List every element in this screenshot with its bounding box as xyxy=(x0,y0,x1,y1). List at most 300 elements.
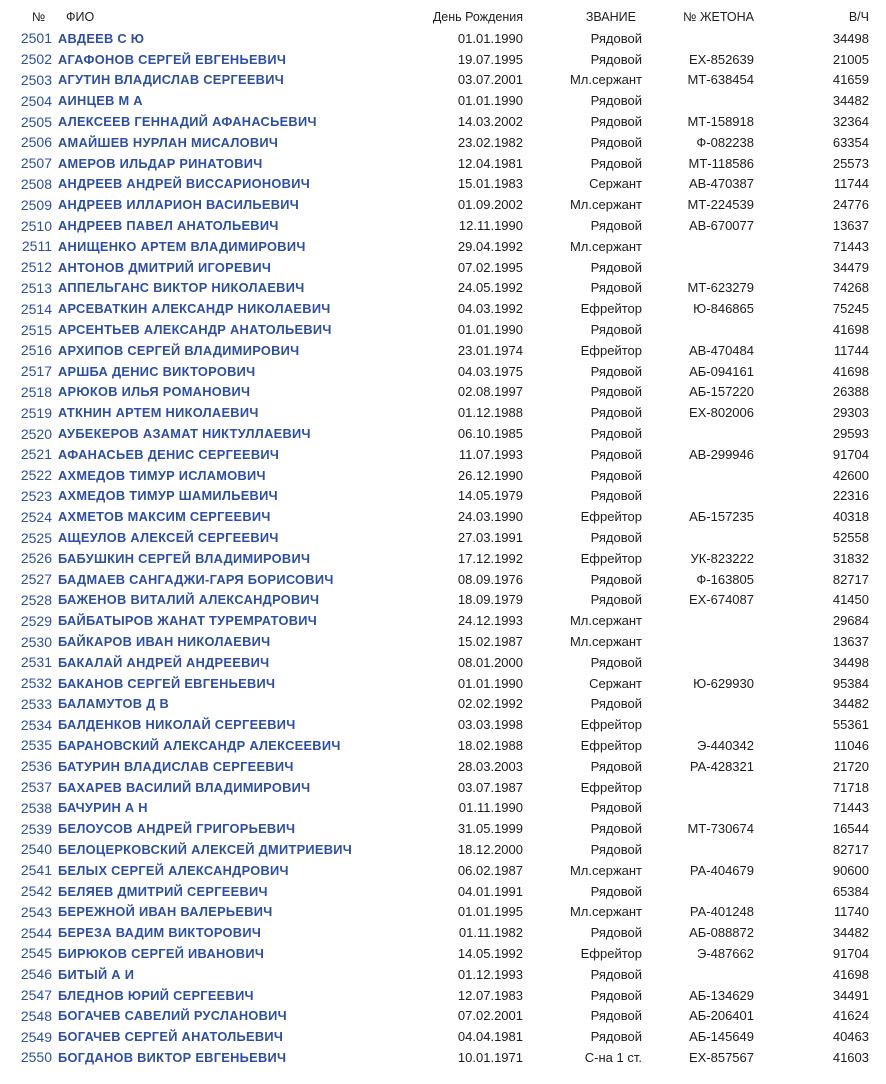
row-birth: 01.01.1995 xyxy=(457,904,523,920)
row-rank: Мл.сержант xyxy=(569,862,642,878)
row-num: 2517 xyxy=(20,363,52,380)
row-unit: 11740 xyxy=(833,904,869,920)
row-token: Ю-629930 xyxy=(693,675,754,691)
row-unit: 41624 xyxy=(832,1008,869,1024)
row-token: МТ-158918 xyxy=(687,114,754,130)
row-token: РА-401248 xyxy=(689,904,754,920)
row-num: 2529 xyxy=(20,612,52,629)
row-birth: 06.10.1985 xyxy=(457,426,523,442)
row-fio: БЕЛОУСОВ АНДРЕЙ ГРИГОРЬЕВИЧ xyxy=(58,821,296,837)
row-token: Ю-846865 xyxy=(693,301,754,317)
row-unit: 71443 xyxy=(832,800,869,816)
table-row xyxy=(0,340,886,361)
row-fio: АМЕРОВ ИЛЬДАР РИНАТОВИЧ xyxy=(58,155,263,171)
row-token: МТ-118586 xyxy=(688,155,754,171)
row-num: 2539 xyxy=(20,820,52,837)
row-unit: 71718 xyxy=(832,779,869,795)
row-token: РА-428321 xyxy=(689,758,754,774)
row-num: 2525 xyxy=(20,529,52,546)
row-unit: 82717 xyxy=(832,841,869,857)
header-fio: ФИО xyxy=(66,10,95,24)
table-row xyxy=(0,860,886,881)
table-row xyxy=(0,652,886,673)
row-rank: Мл.сержант xyxy=(569,904,642,920)
table-row xyxy=(0,881,886,902)
row-unit: 55361 xyxy=(832,717,869,733)
table-row xyxy=(0,839,886,860)
table-row xyxy=(0,964,886,985)
row-fio: АНТОНОВ ДМИТРИЙ ИГОРЕВИЧ xyxy=(58,259,272,275)
table-row xyxy=(0,714,886,735)
row-fio: БАЙКАРОВ ИВАН НИКОЛАЕВИЧ xyxy=(58,634,271,649)
row-unit: 34479 xyxy=(832,259,869,275)
row-birth: 04.01.1991 xyxy=(457,883,523,899)
row-fio: АРЮКОВ ИЛЬЯ РОМАНОВИЧ xyxy=(58,384,251,400)
row-num: 2546 xyxy=(20,966,52,983)
table-row xyxy=(0,694,886,715)
table-row xyxy=(0,465,886,486)
row-unit: 11046 xyxy=(833,737,869,753)
row-num: 2531 xyxy=(20,654,52,671)
row-rank: Рядовой xyxy=(590,758,642,774)
row-unit: 65384 xyxy=(832,883,869,899)
row-birth: 19.07.1995 xyxy=(457,51,523,67)
row-fio: АГУТИН ВЛАДИСЛАВ СЕРГЕЕВИЧ xyxy=(58,72,285,88)
row-birth: 27.03.1991 xyxy=(457,530,523,546)
table-row xyxy=(0,569,886,590)
row-num: 2524 xyxy=(20,508,52,525)
row-num: 2530 xyxy=(20,633,52,650)
row-rank: Рядовой xyxy=(590,883,642,899)
row-fio: БОГАЧЕВ САВЕЛИЙ РУСЛАНОВИЧ xyxy=(58,1008,287,1024)
row-rank: Мл.сержант xyxy=(569,238,642,254)
row-unit: 74268 xyxy=(832,280,869,296)
row-num: 2543 xyxy=(20,903,52,920)
row-num: 2540 xyxy=(20,841,52,858)
row-fio: АТКНИН АРТЕМ НИКОЛАЕВИЧ xyxy=(58,405,259,421)
row-unit: 34482 xyxy=(832,93,869,109)
table-row xyxy=(0,423,886,444)
row-birth: 26.12.1990 xyxy=(457,467,523,483)
row-unit: 34482 xyxy=(832,696,869,712)
row-num: 2544 xyxy=(20,924,52,941)
row-token: Ф-082238 xyxy=(696,134,754,150)
row-fio: БОГАЧЕВ СЕРГЕЙ АНАТОЛЬЕВИЧ xyxy=(58,1029,284,1045)
row-fio: БАХАРЕВ ВАСИЛИЙ ВЛАДИМИРОВИЧ xyxy=(58,779,311,795)
row-fio: БИТЫЙ А И xyxy=(58,966,135,982)
row-unit: 82717 xyxy=(832,571,869,587)
row-rank: Рядовой xyxy=(590,821,642,837)
row-birth: 08.09.1976 xyxy=(457,571,523,587)
table-body xyxy=(0,28,886,1068)
row-token: Э-487662 xyxy=(696,945,754,961)
row-fio: БАЧУРИН А Н xyxy=(58,800,148,816)
table-row xyxy=(0,486,886,507)
row-birth: 06.02.1987 xyxy=(457,862,523,878)
row-num: 2538 xyxy=(20,799,52,816)
row-rank: Ефрейтор xyxy=(580,509,642,525)
row-token: АБ-157235 xyxy=(689,509,754,525)
row-unit: 34491 xyxy=(832,987,869,1003)
row-rank: Рядовой xyxy=(590,426,642,442)
row-birth: 01.01.1990 xyxy=(457,30,523,46)
row-rank: Рядовой xyxy=(590,363,642,379)
row-unit: 34498 xyxy=(832,30,869,46)
row-fio: БАЛДЕНКОВ НИКОЛАЙ СЕРГЕЕВИЧ xyxy=(58,717,296,733)
row-unit: 71443 xyxy=(832,238,869,254)
row-rank: Ефрейтор xyxy=(580,737,642,753)
row-token: Ф-163805 xyxy=(696,571,754,587)
table-row xyxy=(0,922,886,943)
row-fio: АППЕЛЬГАНС ВИКТОР НИКОЛАЕВИЧ xyxy=(58,280,305,296)
row-birth: 10.01.1971 xyxy=(457,1049,523,1065)
row-num: 2513 xyxy=(20,279,52,296)
row-rank: Ефрейтор xyxy=(580,550,642,566)
row-birth: 08.01.2000 xyxy=(457,654,523,670)
row-unit: 40463 xyxy=(832,1029,869,1045)
row-rank: Ефрейтор xyxy=(580,779,642,795)
row-birth: 02.02.1992 xyxy=(457,696,523,712)
row-rank: Рядовой xyxy=(590,841,642,857)
table-row xyxy=(0,278,886,299)
row-birth: 07.02.1995 xyxy=(457,259,523,275)
row-rank: Рядовой xyxy=(590,987,642,1003)
row-fio: БЕЛЯЕВ ДМИТРИЙ СЕРГЕЕВИЧ xyxy=(58,883,268,899)
row-token: АБ-206401 xyxy=(689,1008,754,1024)
table-row xyxy=(0,1005,886,1026)
row-rank: Рядовой xyxy=(590,218,642,234)
header-birth: День Рождения xyxy=(432,10,523,24)
row-num: 2521 xyxy=(20,446,52,463)
row-fio: АГАФОНОВ СЕРГЕЙ ЕВГЕНЬЕВИЧ xyxy=(58,51,287,67)
row-unit: 22316 xyxy=(832,488,869,504)
table-row xyxy=(0,631,886,652)
row-num: 2503 xyxy=(20,71,52,88)
row-fio: БАТУРИН ВЛАДИСЛАВ СЕРГЕЕВИЧ xyxy=(58,758,294,774)
row-birth: 29.04.1992 xyxy=(457,238,523,254)
row-unit: 13637 xyxy=(832,218,869,234)
row-num: 2536 xyxy=(20,758,52,775)
row-unit: 29303 xyxy=(832,405,869,421)
row-birth: 07.02.2001 xyxy=(457,1008,523,1024)
row-unit: 34498 xyxy=(832,654,869,670)
row-num: 2532 xyxy=(20,675,52,692)
table-row xyxy=(0,153,886,174)
row-rank: Рядовой xyxy=(590,530,642,546)
row-rank: Мл.сержант xyxy=(569,613,642,629)
row-birth: 03.03.1998 xyxy=(457,717,523,733)
table-row xyxy=(0,90,886,111)
header-token: № ЖЕТОНА xyxy=(683,10,754,24)
row-fio: БАБУШКИН СЕРГЕЙ ВЛАДИМИРОВИЧ xyxy=(58,550,311,566)
row-birth: 18.02.1988 xyxy=(457,737,523,753)
row-birth: 23.01.1974 xyxy=(457,342,523,358)
row-unit: 25573 xyxy=(832,155,869,171)
row-rank: Рядовой xyxy=(590,1008,642,1024)
row-unit: 41450 xyxy=(832,592,869,608)
table-row xyxy=(0,298,886,319)
row-rank: Рядовой xyxy=(590,114,642,130)
row-num: 2535 xyxy=(20,737,52,754)
row-fio: АНДРЕЕВ АНДРЕЙ ВИССАРИОНОВИЧ xyxy=(58,176,310,192)
table-row xyxy=(0,943,886,964)
table-row xyxy=(0,215,886,236)
row-unit: 21720 xyxy=(832,758,869,774)
row-unit: 21005 xyxy=(832,51,869,67)
row-num: 2509 xyxy=(20,196,52,213)
table-row xyxy=(0,70,886,91)
row-fio: БОГДАНОВ ВИКТОР ЕВГЕНЬЕВИЧ xyxy=(58,1049,287,1065)
row-fio: БАРАНОВСКИЙ АЛЕКСАНДР АЛЕКСЕЕВИЧ xyxy=(58,737,341,753)
header-unit: В/Ч xyxy=(848,10,869,24)
table-header xyxy=(0,6,886,28)
row-fio: БЛЕДНОВ ЮРИЙ СЕРГЕЕВИЧ xyxy=(58,987,254,1003)
row-birth: 01.01.1990 xyxy=(457,93,523,109)
row-token: МТ-623279 xyxy=(687,280,754,296)
row-birth: 01.01.1990 xyxy=(457,675,523,691)
row-birth: 01.11.1990 xyxy=(458,800,523,816)
row-birth: 23.02.1982 xyxy=(457,134,523,150)
row-unit: 42600 xyxy=(832,467,869,483)
table-row xyxy=(0,402,886,423)
table-row xyxy=(0,132,886,153)
row-unit: 40318 xyxy=(832,509,869,525)
row-birth: 03.07.1987 xyxy=(457,779,523,795)
row-rank: Рядовой xyxy=(590,155,642,171)
table-row xyxy=(0,319,886,340)
row-num: 2516 xyxy=(20,342,52,359)
row-rank: Ефрейтор xyxy=(580,945,642,961)
row-fio: БЕРЕЖНОЙ ИВАН ВАЛЕРЬЕВИЧ xyxy=(58,904,273,920)
table-row xyxy=(0,901,886,922)
row-unit: 13637 xyxy=(832,634,869,649)
table-row xyxy=(0,673,886,694)
row-num: 2519 xyxy=(20,404,52,421)
row-rank: Рядовой xyxy=(590,30,642,46)
row-token: ЕХ-852639 xyxy=(688,51,754,67)
row-num: 2522 xyxy=(20,467,52,484)
row-num: 2510 xyxy=(20,217,52,234)
row-birth: 24.05.1992 xyxy=(457,280,523,296)
row-rank: Ефрейтор xyxy=(580,301,642,317)
row-rank: Рядовой xyxy=(590,446,642,462)
row-unit: 32364 xyxy=(832,114,869,130)
row-unit: 41698 xyxy=(832,322,869,338)
row-rank: Рядовой xyxy=(590,93,642,109)
row-num: 2504 xyxy=(20,92,52,109)
row-fio: БЕРЕЗА ВАДИМ ВИКТОРОВИЧ xyxy=(58,925,262,941)
table-row xyxy=(0,985,886,1006)
row-num: 2512 xyxy=(20,259,52,276)
row-token: АБ-145649 xyxy=(689,1029,754,1045)
row-birth: 14.05.1979 xyxy=(457,488,523,504)
table-row xyxy=(0,590,886,611)
table-row xyxy=(0,1026,886,1047)
row-num: 2550 xyxy=(20,1049,52,1066)
row-birth: 01.12.1993 xyxy=(457,966,523,982)
row-rank: Рядовой xyxy=(590,488,642,504)
row-birth: 11.07.1993 xyxy=(458,446,523,462)
row-birth: 24.03.1990 xyxy=(457,509,523,525)
row-fio: АРСЕНТЬЕВ АЛЕКСАНДР АНАТОЛЬЕВИЧ xyxy=(58,322,332,338)
row-birth: 04.03.1975 xyxy=(457,363,523,379)
row-rank: Рядовой xyxy=(590,696,642,712)
row-birth: 14.05.1992 xyxy=(457,945,523,961)
row-rank: С-на 1 ст. xyxy=(584,1049,642,1065)
row-unit: 90600 xyxy=(832,862,869,878)
row-unit: 41698 xyxy=(832,966,869,982)
table-row xyxy=(0,174,886,195)
row-fio: БАЖЕНОВ ВИТАЛИЙ АЛЕКСАНДРОВИЧ xyxy=(58,592,320,608)
row-unit: 41603 xyxy=(832,1049,869,1065)
row-rank: Ефрейтор xyxy=(580,717,642,733)
row-rank: Рядовой xyxy=(590,800,642,816)
table-row xyxy=(0,361,886,382)
row-unit: 29684 xyxy=(832,613,869,629)
row-unit: 31832 xyxy=(832,550,869,566)
row-fio: АХМЕДОВ ТИМУР ИСЛАМОВИЧ xyxy=(58,467,266,483)
row-birth: 17.12.1992 xyxy=(457,550,523,566)
row-unit: 24776 xyxy=(832,197,869,213)
row-fio: АИНЦЕВ М А xyxy=(58,93,143,109)
row-token: МТ-730674 xyxy=(687,821,754,837)
row-fio: БИРЮКОВ СЕРГЕЙ ИВАНОВИЧ xyxy=(58,945,265,961)
table-row xyxy=(0,548,886,569)
row-rank: Рядовой xyxy=(590,1029,642,1045)
row-unit: 11744 xyxy=(833,176,869,192)
row-unit: 52558 xyxy=(832,530,869,546)
row-birth: 15.01.1983 xyxy=(457,176,523,192)
row-fio: БАЙБАТЫРОВ ЖАНАТ ТУРЕМРАТОВИЧ xyxy=(58,613,318,629)
row-token: ЕХ-674087 xyxy=(688,592,754,608)
row-rank: Рядовой xyxy=(590,280,642,296)
row-rank: Сержант xyxy=(589,176,642,192)
row-rank: Рядовой xyxy=(590,966,642,982)
row-token: ЕХ-802006 xyxy=(688,405,754,421)
header-num: № xyxy=(32,10,46,24)
row-birth: 04.03.1992 xyxy=(457,301,523,317)
row-rank: Рядовой xyxy=(590,592,642,608)
row-fio: БАКАНОВ СЕРГЕЙ ЕВГЕНЬЕВИЧ xyxy=(58,675,276,691)
row-rank: Мл.сержант xyxy=(569,197,642,213)
row-num: 2502 xyxy=(20,51,52,68)
row-rank: Рядовой xyxy=(590,654,642,670)
row-unit: 34482 xyxy=(832,925,869,941)
row-rank: Мл.сержант xyxy=(569,72,642,88)
row-fio: БЕЛЫХ СЕРГЕЙ АЛЕКСАНДРОВИЧ xyxy=(58,862,289,878)
row-num: 2541 xyxy=(20,862,52,879)
table-row xyxy=(0,28,886,49)
row-num: 2548 xyxy=(20,1007,52,1024)
table-row xyxy=(0,777,886,798)
row-token: РА-404679 xyxy=(689,862,754,878)
row-token: АВ-670077 xyxy=(688,218,754,234)
row-num: 2508 xyxy=(20,175,52,192)
row-rank: Рядовой xyxy=(590,259,642,275)
row-num: 2505 xyxy=(20,113,52,130)
row-num: 2520 xyxy=(20,425,52,442)
row-fio: АВДЕЕВ С Ю xyxy=(58,30,145,46)
row-num: 2501 xyxy=(20,30,52,47)
row-token: АБ-157220 xyxy=(689,384,754,400)
row-birth: 02.08.1997 xyxy=(457,384,523,400)
row-fio: АУБЕКЕРОВ АЗАМАТ НИКТУЛЛАЕВИЧ xyxy=(58,426,311,442)
row-unit: 91704 xyxy=(832,446,869,462)
table-row xyxy=(0,527,886,548)
row-birth: 18.12.2000 xyxy=(457,841,523,857)
table-row xyxy=(0,236,886,257)
row-unit: 26388 xyxy=(832,384,869,400)
row-num: 2545 xyxy=(20,945,52,962)
row-token: МТ-638454 xyxy=(687,72,754,88)
row-birth: 28.03.2003 xyxy=(457,758,523,774)
row-token: АБ-134629 xyxy=(689,987,754,1003)
table-row xyxy=(0,194,886,215)
row-birth: 14.03.2002 xyxy=(457,114,523,130)
row-birth: 01.11.1982 xyxy=(458,925,523,941)
row-num: 2549 xyxy=(20,1028,52,1045)
row-unit: 75245 xyxy=(832,301,869,317)
row-fio: АХМЕДОВ ТИМУР ШАМИЛЬЕВИЧ xyxy=(58,488,278,504)
row-fio: БАДМАЕВ САНГАДЖИ-ГАРЯ БОРИСОВИЧ xyxy=(58,571,334,587)
row-token: АВ-299946 xyxy=(688,446,754,462)
row-unit: 63354 xyxy=(832,134,869,150)
row-token: АБ-088872 xyxy=(689,925,754,941)
row-birth: 15.02.1987 xyxy=(457,634,523,649)
row-rank: Мл.сержант xyxy=(569,634,642,649)
row-num: 2528 xyxy=(20,591,52,608)
table-row xyxy=(0,818,886,839)
table-row xyxy=(0,382,886,403)
row-token: Э-440342 xyxy=(696,737,754,753)
row-fio: АХМЕТОВ МАКСИМ СЕРГЕЕВИЧ xyxy=(58,509,271,525)
row-unit: 11744 xyxy=(833,342,869,358)
row-unit: 91704 xyxy=(832,945,869,961)
personnel-table xyxy=(0,6,886,1068)
row-num: 2534 xyxy=(20,716,52,733)
row-rank: Рядовой xyxy=(590,51,642,67)
row-num: 2506 xyxy=(20,134,52,151)
table-row xyxy=(0,111,886,132)
row-num: 2542 xyxy=(20,883,52,900)
row-fio: БАЛАМУТОВ Д В xyxy=(58,696,170,712)
row-num: 2537 xyxy=(20,779,52,796)
row-unit: 41698 xyxy=(832,363,869,379)
table-row xyxy=(0,735,886,756)
row-birth: 24.12.1993 xyxy=(457,613,523,629)
row-rank: Сержант xyxy=(589,675,642,691)
row-rank: Рядовой xyxy=(590,405,642,421)
row-fio: АРСЕВАТКИН АЛЕКСАНДР НИКОЛАЕВИЧ xyxy=(58,301,331,317)
row-birth: 12.04.1981 xyxy=(457,155,523,171)
row-birth: 04.04.1981 xyxy=(457,1029,523,1045)
row-birth: 01.01.1990 xyxy=(457,322,523,338)
table-row xyxy=(0,49,886,70)
row-birth: 12.07.1983 xyxy=(457,987,523,1003)
table-row xyxy=(0,506,886,527)
row-num: 2547 xyxy=(20,987,52,1004)
row-fio: АМАЙШЕВ НУРЛАН МИСАЛОВИЧ xyxy=(58,134,279,150)
row-birth: 03.07.2001 xyxy=(457,72,523,88)
row-fio: АНДРЕЕВ ПАВЕЛ АНАТОЛЬЕВИЧ xyxy=(58,218,279,234)
row-rank: Рядовой xyxy=(590,925,642,941)
row-num: 2507 xyxy=(20,155,52,172)
row-fio: АРШБА ДЕНИС ВИКТОРОВИЧ xyxy=(58,363,256,379)
row-fio: АЛЕКСЕЕВ ГЕННАДИЙ АФАНАСЬЕВИЧ xyxy=(58,114,317,130)
row-rank: Рядовой xyxy=(590,571,642,587)
row-rank: Рядовой xyxy=(590,322,642,338)
row-fio: АРХИПОВ СЕРГЕЙ ВЛАДИМИРОВИЧ xyxy=(58,342,300,358)
